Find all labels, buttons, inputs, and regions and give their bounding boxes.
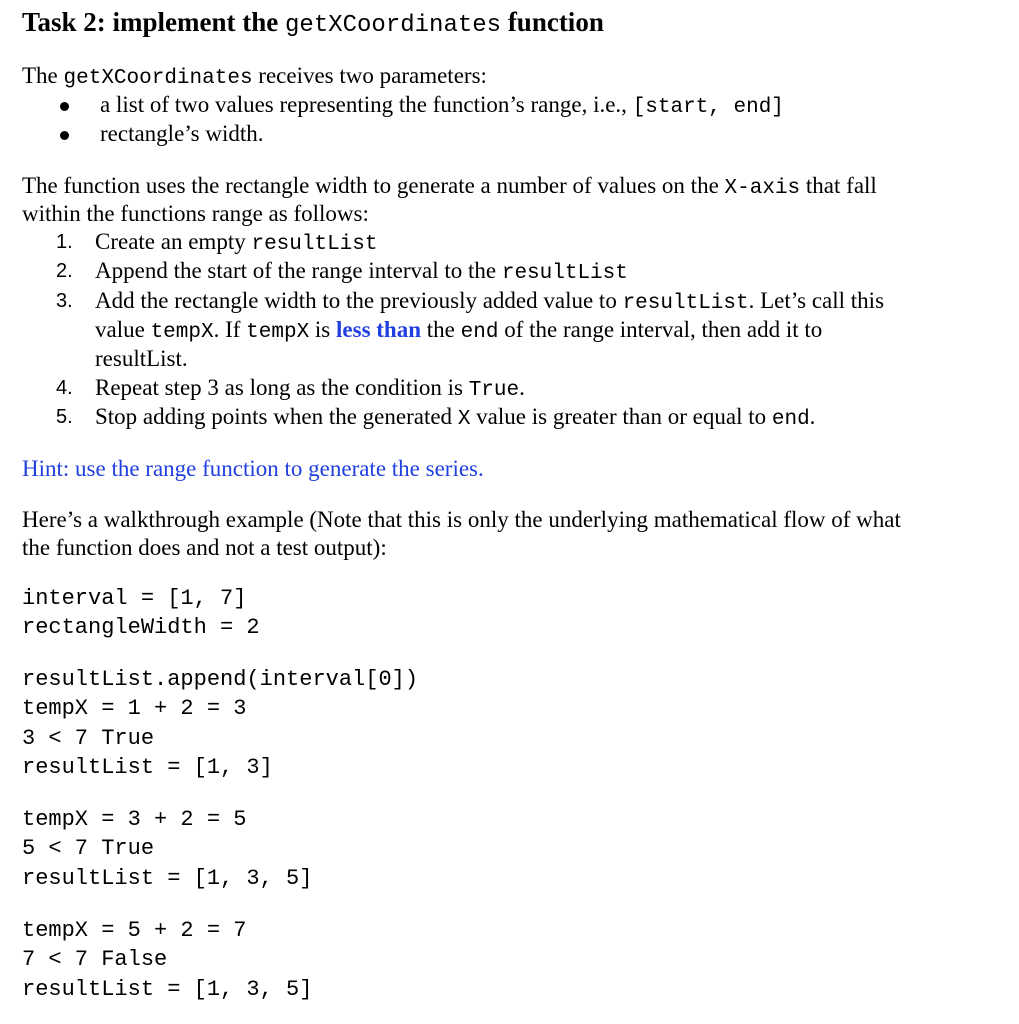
bullet-item-width: rectangle’s width. (100, 121, 264, 146)
less-than-emphasis: less than (336, 317, 422, 342)
code-line: resultList.append(interval[0]) (22, 667, 419, 692)
hint-text: Hint: use the range function to generate the series. (22, 456, 484, 481)
code-line: tempX = 5 + 2 = 7 (22, 918, 247, 943)
code-line: resultList = [1, 3, 5] (22, 866, 313, 891)
step-5: Stop adding points when the generated X value is greater than or equal to end. (95, 404, 816, 431)
code-line: tempX = 1 + 2 = 3 (22, 696, 247, 721)
code-line: 5 < 7 True (22, 836, 155, 861)
step-3-line-2: value tempX. If tempX is less than the end of the range interval, then add it to (95, 317, 823, 344)
step-number: 4. (56, 377, 73, 399)
code-line: 3 < 7 True (22, 726, 155, 751)
step-number: 5. (56, 406, 73, 428)
task-title: Task 2: implement the getXCoordinates function (22, 7, 604, 39)
step-1: Create an empty resultList (95, 229, 378, 256)
intro-line: The getXCoordinates receives two parameters: (22, 63, 487, 90)
description-line-1: The function uses the rectangle width to generate a number of values on the X-axis that fall (22, 173, 877, 200)
step-number: 2. (56, 260, 73, 282)
walkthrough-line-1: Here’s a walkthrough example (Note that this is only the underlying mathematical flow of what (22, 507, 901, 532)
step-3-line-1: Add the rectangle width to the previously added value to resultList. Let’s call this (95, 288, 885, 315)
step-number: 1. (56, 231, 73, 253)
description-line-2: within the functions range as follows: (22, 201, 369, 226)
bullet-icon (60, 131, 69, 140)
code-line: resultList = [1, 3, 5] (22, 977, 313, 1002)
step-3-line-3: resultList. (95, 346, 188, 371)
step-number: 3. (56, 290, 73, 312)
code-line: 7 < 7 False (22, 947, 168, 972)
code-line: tempX = 3 + 2 = 5 (22, 807, 247, 832)
bullet-icon (60, 102, 69, 111)
code-line: rectangleWidth = 2 (22, 615, 260, 640)
step-2: Append the start of the range interval to the resultList (95, 258, 628, 285)
code-line: resultList = [1, 3] (22, 755, 273, 780)
step-4: Repeat step 3 as long as the condition is True. (95, 375, 525, 402)
walkthrough-line-2: the function does and not a test output): (22, 535, 387, 560)
bullet-item-range: a list of two values representing the function’s range, i.e., [start, end] (100, 92, 784, 119)
code-line: interval = [1, 7] (22, 586, 247, 611)
